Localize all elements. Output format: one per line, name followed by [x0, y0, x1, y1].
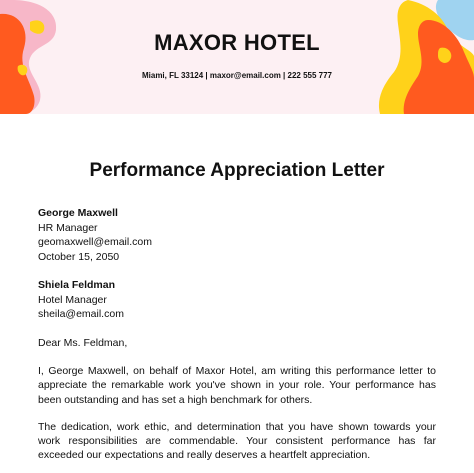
sender-name: George Maxwell	[38, 207, 118, 219]
company-name: MAXOR HOTEL	[154, 30, 320, 55]
letterhead	[0, 0, 474, 114]
sender-email: geomaxwell@email.com	[38, 236, 152, 248]
sender-role: HR Manager	[38, 221, 98, 234]
recipient-email: sheila@email.com	[38, 308, 124, 320]
recipient-name: Shiela Feldman	[38, 279, 116, 291]
letter-body	[38, 206, 436, 463]
sender-block	[38, 206, 436, 264]
recipient-role: Hotel Manager	[38, 293, 107, 306]
decorative-shapes-right	[378, 0, 474, 114]
body-paragraph-1: I, George Maxwell, on behalf of Maxor Hotel, am writing this performance letter to appreciate the remarkable work you've shown in your role. Your performance has been outstanding and has set a high benchmark for others.	[38, 365, 436, 406]
salutation: Dear Ms. Feldman,	[38, 336, 128, 349]
letter-date: October 15, 2050	[38, 250, 120, 263]
company-contact-info: Miami, FL 33124 | maxor@email.com | 222 555 777	[141, 71, 332, 80]
recipient-block	[38, 278, 436, 322]
body-paragraph-2: The dedication, work ethic, and determination that you have shown towards your work responsibilities are commendable. Your consistent performance has far exceeded our expectations and really deserves a heartfelt appreciation.	[38, 420, 436, 462]
decorative-shapes-left	[0, 0, 70, 114]
letter-title: Performance Appreciation Letter	[89, 160, 385, 181]
